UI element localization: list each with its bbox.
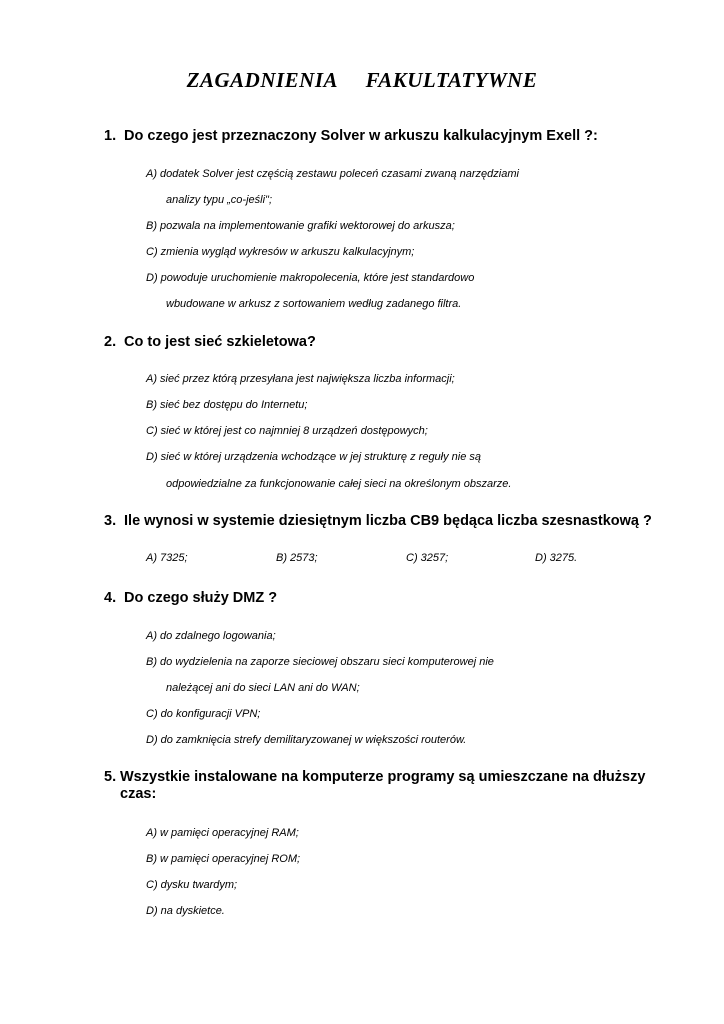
answer-d: D) powoduje uruchomienie makropolecenia, które jest standardowo <box>146 272 475 284</box>
answer-c: C) do konfiguracji VPN; <box>146 708 261 720</box>
question-number: 2. <box>104 334 117 350</box>
answer-d: D) do zamknięcia strefy demilitaryzowanej w większości routerów. <box>146 734 467 746</box>
question-number: 5. <box>104 769 117 785</box>
answer-d-continued: odpowiedzialne za funkcjonowanie całej sieci na określonym obszarze. <box>166 478 512 490</box>
question-text: Do czego jest przeznaczony Solver w arkuszu kalkulacyjnym Exell ?: <box>124 128 598 144</box>
question-number: 1. <box>104 128 117 144</box>
question-5 <box>104 769 676 803</box>
answer-c: C) zmienia wygląd wykresów w arkuszu kalkulacyjnym; <box>146 246 415 258</box>
answer-b: B) sieć bez dostępu do Internetu; <box>146 399 308 411</box>
page-title: ZAGADNIENIA FAKULTATYWNE <box>186 68 538 92</box>
answer-a-continued: analizy typu „co-jeśli"; <box>166 194 272 206</box>
answer-b: B) do wydzielenia na zaporze sieciowej obszaru sieci komputerowej nie <box>146 656 494 668</box>
answer-a: A) do zdalnego logowania; <box>146 630 276 642</box>
answer-b: B) w pamięci operacyjnej ROM; <box>146 853 301 865</box>
question-1 <box>104 128 664 145</box>
question-3 <box>104 513 664 530</box>
answer-c: C) sieć w której jest co najmniej 8 urządzeń dostępowych; <box>146 425 428 437</box>
question-number: 4. <box>104 590 117 606</box>
question-2 <box>104 334 664 351</box>
question-text: Co to jest sieć szkieletowa? <box>124 334 316 350</box>
question-4 <box>104 590 664 607</box>
answer-d: D) 3275. <box>535 552 578 564</box>
answer-b: B) 2573; <box>276 552 318 564</box>
answer-d-continued: wbudowane w arkusz z sortowaniem według zadanego filtra. <box>166 298 462 310</box>
answer-a: A) w pamięci operacyjnej RAM; <box>146 827 299 839</box>
question-text: Do czego służy DMZ ? <box>124 590 278 606</box>
answer-c: C) 3257; <box>406 552 449 564</box>
answer-c: C) dysku twardym; <box>146 879 238 891</box>
question-number: 3. <box>104 513 117 529</box>
answer-a: A) 7325; <box>146 552 188 564</box>
answer-d: D) na dyskietce. <box>146 905 225 917</box>
question-text: Wszystkie instalowane na komputerze programy są umieszczane na dłuższy czas: <box>120 769 646 802</box>
answer-b-continued: należącej ani do sieci LAN ani do WAN; <box>166 682 360 694</box>
answer-d: D) sieć w której urządzenia wchodzące w jej strukturę z reguły nie są <box>146 451 482 463</box>
answer-a: A) dodatek Solver jest częścią zestawu poleceń czasami zwaną narzędziami <box>146 168 519 180</box>
answer-b: B) pozwala na implementowanie grafiki wektorowej do arkusza; <box>146 220 455 232</box>
question-text: Ile wynosi w systemie dziesiętnym liczba CB9 będąca liczba szesnastkową ? <box>124 513 652 529</box>
answer-a: A) sieć przez którą przesyłana jest największa liczba informacji; <box>146 373 455 385</box>
